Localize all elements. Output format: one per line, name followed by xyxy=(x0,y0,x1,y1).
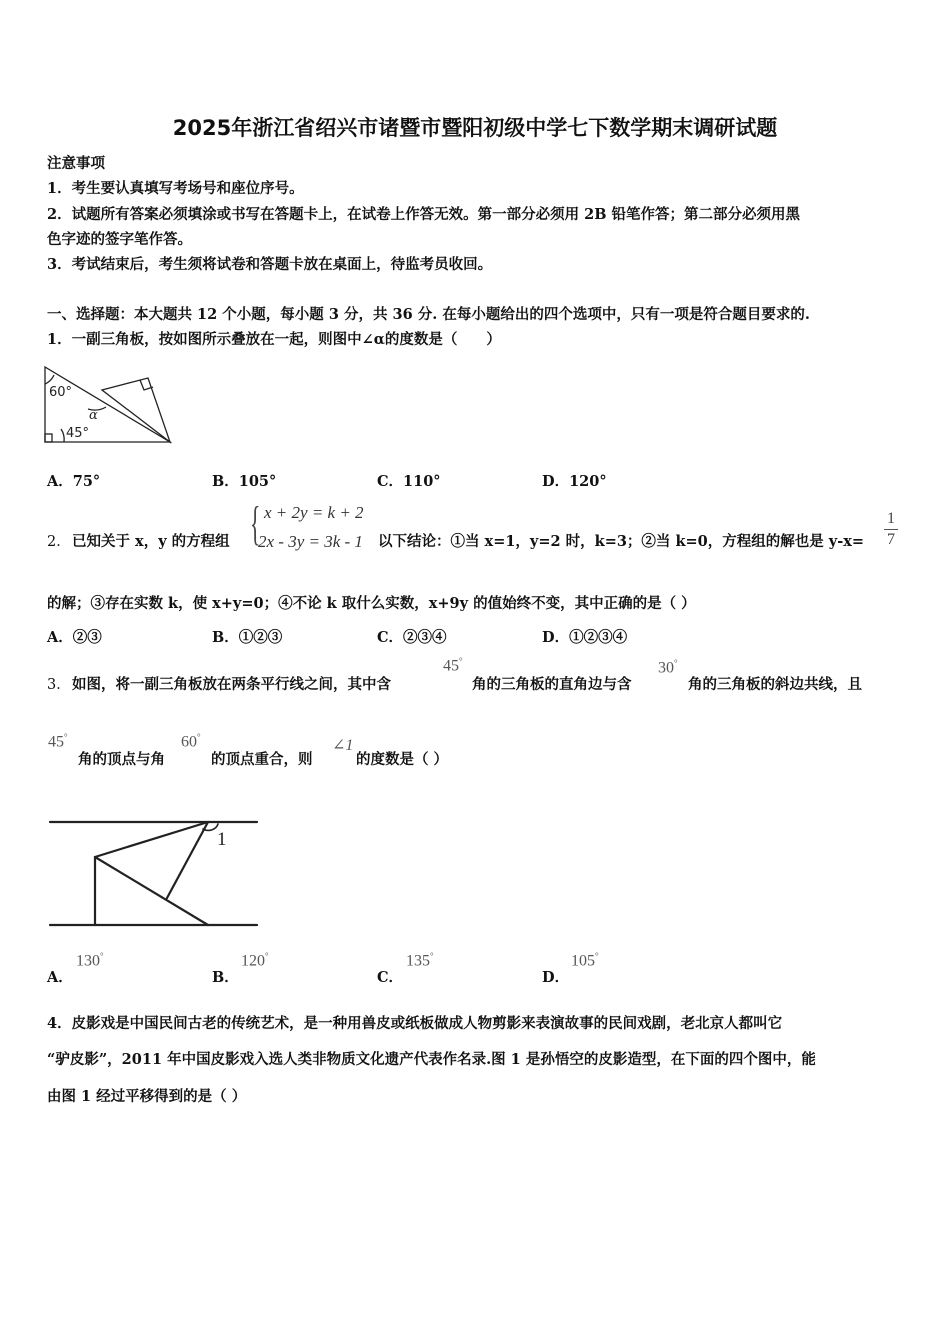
q1-option-d[interactable]: D．120° xyxy=(542,473,607,490)
q2-option-b[interactable]: B．①②③ xyxy=(212,629,283,646)
q3-figure-label-1: 1 xyxy=(217,829,227,850)
q3-degree-30: 30° xyxy=(658,658,678,677)
q2-text-line2: 的解；③存在实数 k，使 x+y=0；④不论 k 取什么实数，x+9y 的值始终不变，其中正确的是（ ） xyxy=(47,595,696,612)
q1-arc-60 xyxy=(45,375,54,384)
q3-text-4: 角的顶点与角 xyxy=(78,751,165,768)
q2-equation-1: x + 2y = k + 2 xyxy=(264,503,364,522)
q1-triangle-30-60 xyxy=(45,367,170,442)
q3-option-a-value: 130° xyxy=(76,951,104,970)
page-title: 2025年浙江省绍兴市诸暨市暨阳初级中学七下数学期末调研试题 xyxy=(172,116,778,140)
q3-text-5: 的顶点重合，则 xyxy=(211,751,313,768)
q3-option-a-letter[interactable]: A． xyxy=(47,969,73,986)
q1-label-45: 45° xyxy=(66,426,90,441)
q3-text-3: 角的三角板的斜边共线，且 xyxy=(688,676,862,693)
notice-item-3: 3．考试结束后，考生须将试卷和答题卡放在桌面上，待监考员收回。 xyxy=(47,256,493,273)
q1-triangle-45 xyxy=(102,378,170,442)
q4-line-3: 由图 1 经过平移得到的是（ ） xyxy=(47,1088,247,1105)
q2-fraction xyxy=(884,510,898,549)
q1-stem xyxy=(47,328,501,349)
q3-text-2: 角的三角板的直角边与含 xyxy=(472,676,632,693)
q3-option-d-value: 105° xyxy=(571,951,599,970)
q3-angle-1: ∠1 xyxy=(332,737,354,754)
q1-label-60: 60° xyxy=(49,385,73,400)
q3-triangle-edge-2 xyxy=(95,857,208,925)
q2-brace: { xyxy=(250,497,261,550)
q3-degree-60: 60° xyxy=(181,732,201,751)
q3-option-c-value: 135° xyxy=(406,951,434,970)
q3-option-d-letter[interactable]: D． xyxy=(542,969,570,986)
q3-text-1: 如图，将一副三角板放在两条平行线之间，其中含 xyxy=(72,676,391,693)
q3-option-b-letter[interactable]: B． xyxy=(212,969,239,986)
section-heading: 一、选择题：本大题共 12 个小题，每小题 3 分，共 36 分. 在每小题给出的四个选项中，只有一项是符合题目要求的. xyxy=(47,306,810,323)
notice-item-2a: 2．试题所有答案必须填涂或书写在答题卡上，在试卷上作答无效。第一部分必须用 2B 铅笔作答；第二部分必须用黑 xyxy=(47,206,801,223)
q2-equation-2: 2x - 3y = 3k - 1 xyxy=(258,532,363,551)
q1-figure xyxy=(40,362,180,448)
q1-option-a[interactable]: A．75° xyxy=(47,473,101,490)
q3-triangle-edges-1 xyxy=(95,822,208,925)
q4-number: 4． xyxy=(47,1015,72,1032)
q1-right-angle-square xyxy=(45,434,52,442)
q1-text: 一副三角板，按如图所示叠放在一起，则图中∠α的度数是（ ） xyxy=(71,331,501,348)
q1-label-alpha: α xyxy=(89,408,98,423)
q2-option-a[interactable]: A．②③ xyxy=(47,629,102,646)
notice-heading: 注意事项 xyxy=(47,155,105,172)
q3-number: 3． xyxy=(47,677,71,693)
q3-option-c-letter[interactable]: C． xyxy=(377,969,404,986)
q1-arc-45 xyxy=(61,429,64,442)
q3-text-6: 的度数是（ ） xyxy=(356,751,449,768)
q2-text-before: 已知关于 x，y 的方程组 xyxy=(72,533,230,550)
q2-fraction-bar xyxy=(884,529,898,530)
q1-number: 1． xyxy=(47,331,72,348)
q1-option-c[interactable]: C．110° xyxy=(377,473,441,490)
notice-item-1: 1．考生要认真填写考场号和座位序号。 xyxy=(47,180,304,197)
q4-line-1 xyxy=(47,1012,782,1033)
q2-number: 2． xyxy=(47,534,71,550)
q2-text-after: 以下结论：①当 x=1，y=2 时，k=3；②当 k=0，方程组的解也是 y-x= xyxy=(378,533,865,550)
q2-fraction-denominator: 7 xyxy=(887,531,895,548)
q1-option-b[interactable]: B．105° xyxy=(212,473,277,490)
q3-figure xyxy=(45,810,265,935)
q4-text-1: 皮影戏是中国民间古老的传统艺术，是一种用兽皮或纸板做成人物剪影来表演故事的民间戏剧，老北京人都叫它 xyxy=(71,1015,783,1032)
q2-option-d[interactable]: D．①②③④ xyxy=(542,629,628,646)
q3-option-b-value: 120° xyxy=(241,951,269,970)
q2-fraction-numerator: 1 xyxy=(887,510,895,527)
q3-degree-45b: 45° xyxy=(48,732,68,751)
q3-degree-45: 45° xyxy=(443,656,463,675)
q2-option-c[interactable]: C．②③④ xyxy=(377,629,447,646)
q4-line-2: “驴皮影”，2011 年中国皮影戏入选人类非物质文化遗产代表作名录.图 1 是孙悟空的皮影造型，在下面的四个图中，能 xyxy=(47,1051,816,1068)
notice-item-2b: 色字迹的签字笔作答。 xyxy=(47,231,192,248)
